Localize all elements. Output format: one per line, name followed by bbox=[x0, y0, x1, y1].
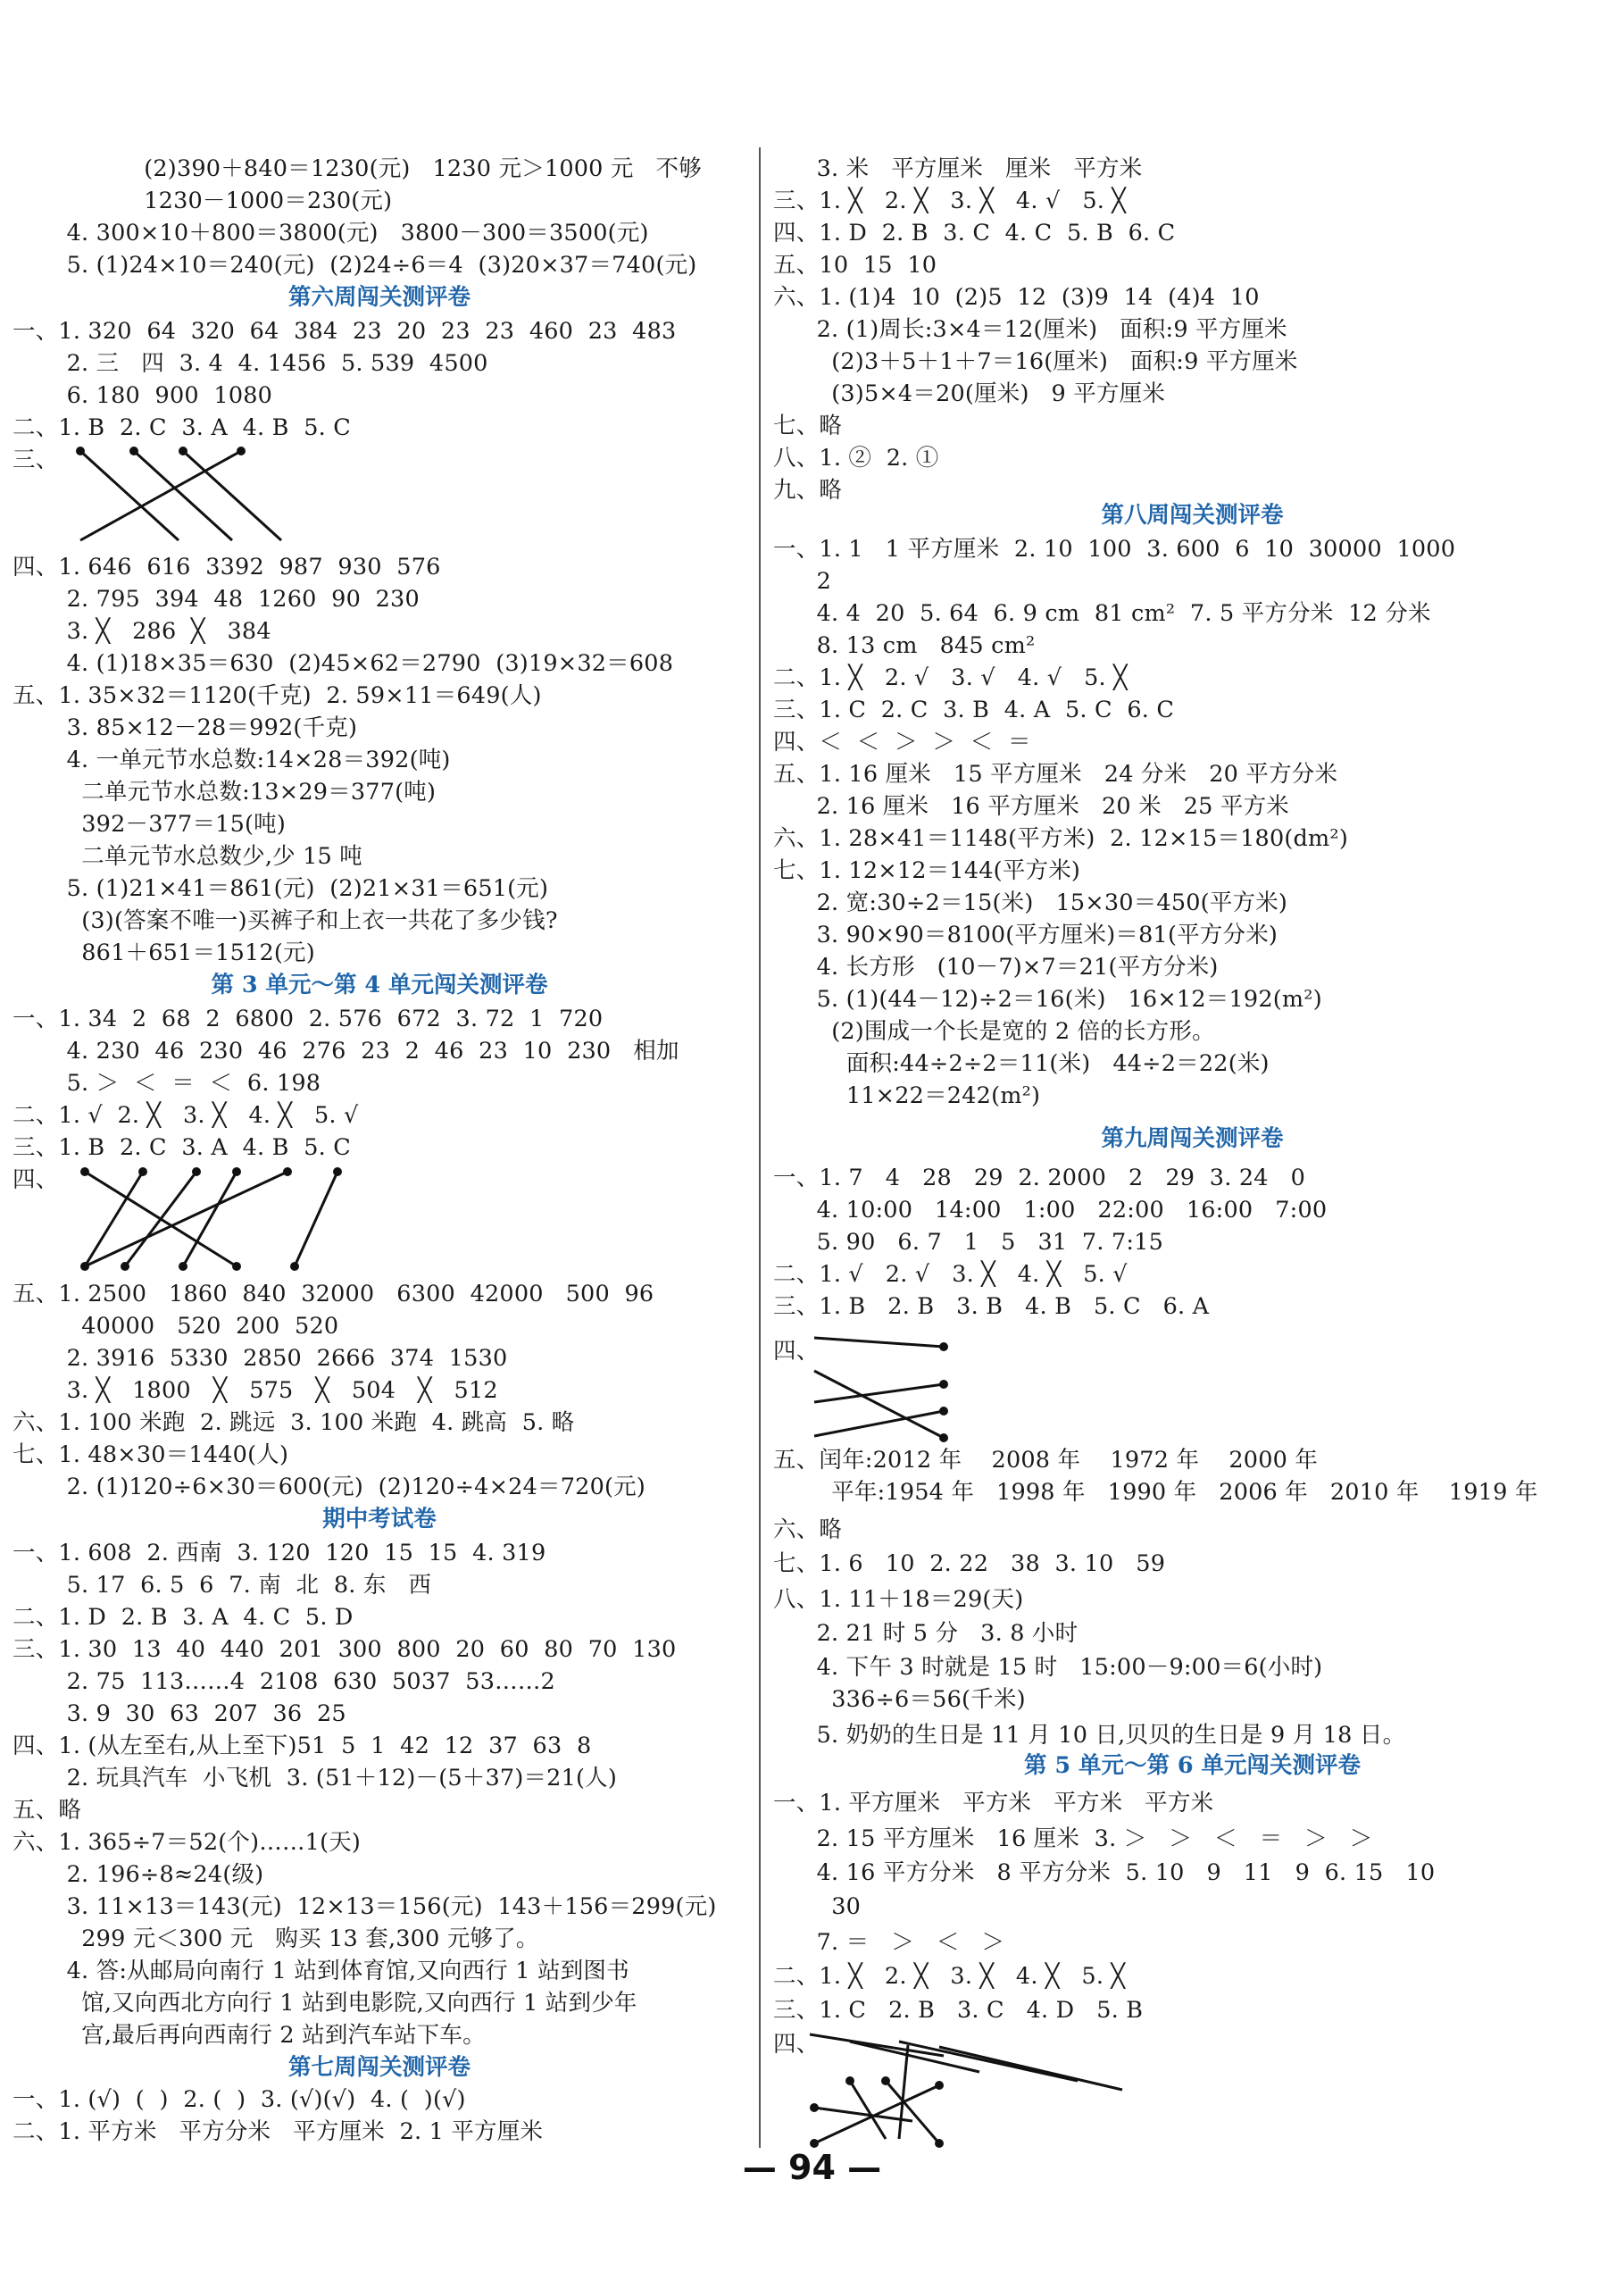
answer-line: 五、1. 2500 1860 840 32000 6300 42000 500 96 bbox=[12, 1281, 654, 1307]
answer-line: 二、1. ╳ 2. √ 3. √ 4. √ 5. ╳ bbox=[773, 664, 1128, 691]
section-heading: 第 3 单元～第 4 单元闯关测评卷 bbox=[211, 972, 548, 998]
matching-lines-diagram bbox=[0, 0, 759, 2143]
answer-line: 3. 85×12－28＝992(千克) bbox=[52, 714, 358, 741]
answer-line: 六、1. 365÷7＝52(个)……1(天) bbox=[12, 1829, 362, 1856]
answer-line: 392－377＝15(吨) bbox=[52, 811, 287, 838]
answer-line: 2 bbox=[802, 568, 832, 595]
answer-line: (2)390＋840＝1230(元) 1230 元＞1000 元 不够 bbox=[114, 155, 702, 182]
answer-line: 5. 奶奶的生日是 11 月 10 日,贝贝的生日是 9 月 18 日。 bbox=[802, 1722, 1406, 1749]
answer-line: 11×22＝242(m²) bbox=[802, 1082, 1041, 1109]
answer-line: 5. (1)(44－12)÷2＝16(米) 16×12＝192(m²) bbox=[802, 986, 1322, 1013]
answer-line: 2. 宽:30÷2＝15(米) 15×30＝450(平方米) bbox=[802, 889, 1288, 916]
answer-line: 四、1. (从左至右,从上至下)51 5 1 42 12 37 63 8 bbox=[12, 1733, 592, 1759]
answer-line: 二、1. 平方米 平方分米 平方厘米 2. 1 平方厘米 bbox=[12, 2118, 544, 2145]
answer-line: 七、1. 12×12＝144(平方米) bbox=[773, 857, 1081, 884]
answer-line: 5. (1)24×10＝240(元) (2)24÷6＝4 (3)20×37＝740(元) bbox=[52, 252, 697, 279]
answer-line: 四、1. 646 616 3392 987 930 576 bbox=[12, 554, 441, 580]
section-heading: 第 5 单元～第 6 单元闯关测评卷 bbox=[1024, 1752, 1361, 1779]
answer-line: 七、1. 48×30＝1440(人) bbox=[12, 1441, 289, 1468]
answer-line: 五、1. 35×32＝1120(千克) 2. 59×11＝649(人) bbox=[12, 682, 542, 709]
answer-line: 861＋651＝1512(元) bbox=[52, 940, 315, 966]
answer-line: 四、1. D 2. B 3. C 4. C 5. B 6. C bbox=[773, 220, 1176, 246]
answer-line: 八、1. 11＋18＝29(天) bbox=[773, 1586, 1024, 1613]
answer-line: 1230－1000＝230(元) bbox=[114, 188, 393, 214]
answer-line: 三、1. C 2. B 3. C 4. D 5. B bbox=[773, 1997, 1144, 2024]
answer-line: 2. 21 时 5 分 3. 8 小时 bbox=[802, 1620, 1079, 1647]
section-heading: 第六周闯关测评卷 bbox=[287, 284, 471, 311]
answer-line: 6. 180 900 1080 bbox=[52, 382, 273, 409]
answer-line: 宫,最后再向西南行 2 站到汽车站下车。 bbox=[52, 2022, 486, 2049]
answer-line: 四、 bbox=[773, 1338, 820, 1365]
answer-line: 四、＜ ＜ ＞ ＞ ＜ ＝ bbox=[773, 729, 1031, 756]
answer-line: 4. 答:从邮局向南行 1 站到体育馆,又向西行 1 站到图书 bbox=[52, 1958, 629, 1984]
answer-line: 2. 3916 5330 2850 2666 374 1530 bbox=[52, 1345, 508, 1372]
section-heading: 第八周闯关测评卷 bbox=[1101, 502, 1284, 529]
answer-line: 五、1. 16 厘米 15 平方厘米 24 分米 20 平方分米 bbox=[773, 761, 1338, 788]
answer-line: 一、1. 34 2 68 2 6800 2. 576 672 3. 72 1 720 bbox=[12, 1006, 604, 1032]
answer-line: 一、1. (√) ( ) 2. ( ) 3. (√)(√) 4. ( )(√) bbox=[12, 2086, 466, 2113]
answer-line: 一、1. 平方厘米 平方米 平方米 平方米 bbox=[773, 1790, 1214, 1816]
answer-line: 2. (1)120÷6×30＝600(元) (2)120÷4×24＝720(元) bbox=[52, 1474, 645, 1500]
answer-line: 三、 bbox=[12, 447, 59, 473]
answer-line: 3. 90×90＝8100(平方厘米)＝81(平方分米) bbox=[802, 922, 1278, 948]
answer-line: 六、略 bbox=[773, 1516, 843, 1543]
answer-line: 五、闰年:2012 年 2008 年 1972 年 2000 年 bbox=[773, 1447, 1319, 1474]
answer-line: 二单元节水总数:13×29＝377(吨) bbox=[52, 779, 437, 806]
answer-line: 4. (1)18×35＝630 (2)45×62＝2790 (3)19×32＝608 bbox=[52, 650, 674, 677]
section-heading: 第九周闯关测评卷 bbox=[1101, 1125, 1284, 1152]
answer-line: 五、10 15 10 bbox=[773, 252, 937, 279]
answer-line: 3. ╳ 1800 ╳ 575 ╳ 504 ╳ 512 bbox=[52, 1377, 498, 1404]
answer-line: 2. 15 平方厘米 16 厘米 3. ＞ ＞ ＜ ＝ ＞ ＞ bbox=[802, 1825, 1373, 1852]
answer-line: 八、1. ② 2. ① bbox=[773, 445, 939, 472]
answer-line: 4. 230 46 230 46 276 23 2 46 23 10 230 相加 bbox=[52, 1038, 679, 1065]
answer-line: 3. 11×13＝143(元) 12×13＝156(元) 143＋156＝299(元) bbox=[52, 1893, 717, 1920]
answer-line: 3. 9 30 63 207 36 25 bbox=[52, 1700, 346, 1727]
answer-line: 2. 三 四 3. 4 4. 1456 5. 539 4500 bbox=[52, 350, 488, 377]
answer-line: 二、1. D 2. B 3. A 4. C 5. D bbox=[12, 1604, 354, 1631]
answer-line: (3)5×4＝20(厘米) 9 平方厘米 bbox=[802, 380, 1166, 407]
answer-line: 2. (1)周长:3×4＝12(厘米) 面积:9 平方厘米 bbox=[802, 316, 1287, 343]
matching-lines-diagram bbox=[761, 0, 1624, 2143]
page-number: — 94 — bbox=[742, 2148, 882, 2187]
answer-line: 六、1. (1)4 10 (2)5 12 (3)9 14 (4)4 10 bbox=[773, 284, 1260, 311]
answer-line: 七、1. 6 10 2. 22 38 3. 10 59 bbox=[773, 1550, 1166, 1577]
answer-line: 平年:1954 年 1998 年 1990 年 2006 年 2010 年 1919 年 bbox=[802, 1479, 1538, 1506]
answer-line: 五、略 bbox=[12, 1797, 82, 1824]
answer-line: 四、 bbox=[12, 1166, 59, 1193]
answer-line: 5. (1)21×41＝861(元) (2)21×31＝651(元) bbox=[52, 875, 549, 902]
answer-line: 2. 196÷8≈24(级) bbox=[52, 1861, 264, 1888]
answer-line: 2. 795 394 48 1260 90 230 bbox=[52, 586, 420, 613]
answer-line: 5. 17 6. 5 6 7. 南 北 8. 东 西 bbox=[52, 1572, 432, 1599]
answer-line: 4. 一单元节水总数:14×28＝392(吨) bbox=[52, 747, 451, 773]
answer-line: 九、略 bbox=[773, 477, 843, 504]
section-heading: 期中考试卷 bbox=[322, 1506, 437, 1533]
answer-line: (2)围成一个长是宽的 2 倍的长方形。 bbox=[802, 1018, 1215, 1045]
answer-line: (2)3＋5＋1＋7＝16(厘米) 面积:9 平方厘米 bbox=[802, 348, 1298, 375]
answer-line: 4. 16 平方分米 8 平方分米 5. 10 9 11 9 6. 15 10 bbox=[802, 1859, 1436, 1886]
answer-line: 5. ＞ ＜ ＝ ＜ 6. 198 bbox=[52, 1070, 321, 1097]
answer-line: 5. 90 6. 7 1 5 31 7. 7:15 bbox=[802, 1229, 1164, 1256]
answer-line: (3)(答案不唯一)买裤子和上衣一共花了多少钱? bbox=[52, 907, 558, 934]
answer-line: 4. 300×10＋800＝3800(元) 3800－300＝3500(元) bbox=[52, 220, 649, 246]
answer-line: 4. 4 20 5. 64 6. 9 cm 81 cm² 7. 5 平方分米 12 分米 bbox=[802, 600, 1431, 627]
answer-line: 二、1. B 2. C 3. A 4. B 5. C bbox=[12, 414, 351, 441]
answer-line: 三、1. 30 13 40 440 201 300 800 20 60 80 70 130 bbox=[12, 1636, 677, 1663]
answer-line: 一、1. 608 2. 西南 3. 120 120 15 15 4. 319 bbox=[12, 1540, 546, 1566]
answer-line: 二、1. √ 2. ╳ 3. ╳ 4. ╳ 5. √ bbox=[12, 1102, 359, 1129]
answer-line: 二、1. ╳ 2. ╳ 3. ╳ 4. ╳ 5. ╳ bbox=[773, 1963, 1126, 1990]
answer-line: 336÷6＝56(千米) bbox=[802, 1686, 1026, 1713]
answer-line: 四、 bbox=[773, 2031, 820, 2058]
answer-line: 2. 玩具汽车 小飞机 3. (51＋12)－(5＋37)＝21(人) bbox=[52, 1765, 618, 1791]
answer-line: 2. 16 厘米 16 平方厘米 20 米 25 平方米 bbox=[802, 793, 1290, 820]
answer-line: 二、1. √ 2. √ 3. ╳ 4. ╳ 5. √ bbox=[773, 1261, 1128, 1288]
answer-line: 馆,又向西北方向行 1 站到电影院,又向西行 1 站到少年 bbox=[52, 1990, 637, 2017]
answer-line: 六、1. 28×41＝1148(平方米) 2. 12×15＝180(dm²) bbox=[773, 825, 1348, 852]
answer-line: 2. 75 113……4 2108 630 5037 53……2 bbox=[52, 1668, 555, 1695]
answer-line: 3. ╳ 286 ╳ 384 bbox=[52, 618, 271, 645]
answer-line: 一、1. 320 64 320 64 384 23 20 23 23 460 23 483 bbox=[12, 318, 677, 345]
answer-line: 三、1. B 2. C 3. A 4. B 5. C bbox=[12, 1134, 351, 1161]
answer-line: 六、1. 100 米跑 2. 跳远 3. 100 米跑 4. 跳高 5. 略 bbox=[12, 1409, 575, 1436]
answer-line: 三、1. B 2. B 3. B 4. B 5. C 6. A bbox=[773, 1293, 1210, 1320]
answer-line: 4. 长方形 (10－7)×7＝21(平方分米) bbox=[802, 954, 1219, 981]
answer-line: 三、1. C 2. C 3. B 4. A 5. C 6. C bbox=[773, 697, 1175, 723]
section-heading: 第七周闯关测评卷 bbox=[287, 2054, 471, 2081]
answer-line: 40000 520 200 520 bbox=[52, 1313, 339, 1340]
answer-line: 4. 10:00 14:00 1:00 22:00 16:00 7:00 bbox=[802, 1197, 1328, 1224]
answer-line: 4. 下午 3 时就是 15 时 15:00－9:00＝6(小时) bbox=[802, 1654, 1323, 1681]
answer-line: 一、1. 7 4 28 29 2. 2000 2 29 3. 24 0 bbox=[773, 1165, 1306, 1191]
answer-line: 8. 13 cm 845 cm² bbox=[802, 632, 1036, 659]
answer-line: 三、1. ╳ 2. ╳ 3. ╳ 4. √ 5. ╳ bbox=[773, 188, 1126, 214]
answer-line: 7. ＝ ＞ ＜ ＞ bbox=[802, 1929, 1005, 1956]
answer-line: 30 bbox=[802, 1893, 862, 1920]
answer-line: 面积:44÷2÷2＝11(米) 44÷2＝22(米) bbox=[802, 1050, 1270, 1077]
answer-line: 299 元＜300 元 购买 13 套,300 元够了。 bbox=[52, 1925, 539, 1952]
answer-line: 二单元节水总数少,少 15 吨 bbox=[52, 843, 362, 870]
answer-line: 一、1. 1 1 平方厘米 2. 10 100 3. 600 6 10 30000 1000 bbox=[773, 536, 1456, 563]
answer-line: 七、略 bbox=[773, 413, 843, 439]
answer-line: 3. 米 平方厘米 厘米 平方米 bbox=[802, 155, 1143, 182]
